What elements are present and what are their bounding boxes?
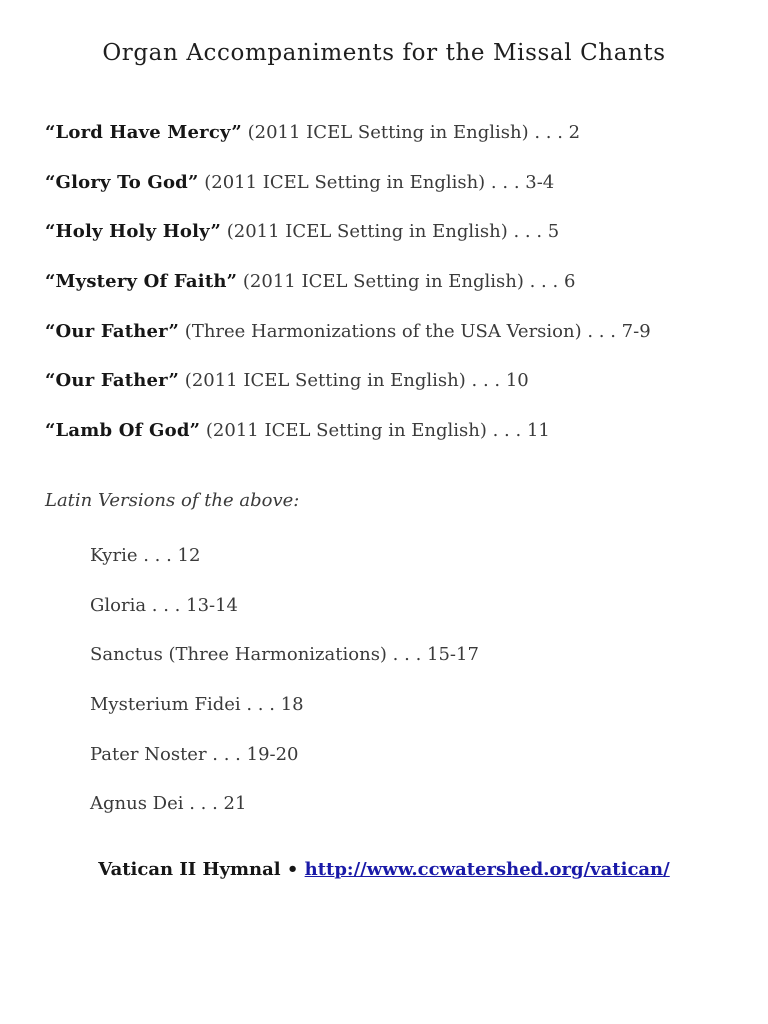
english-contents-list (45, 117, 651, 465)
entry-detail: (2011 ICEL Setting in English) . . . 2 (241, 122, 581, 143)
entry-title: “Our Father” (45, 320, 180, 342)
contents-entry (45, 117, 651, 167)
entry-detail: (2011 ICEL Setting in English) . . . 5 (221, 221, 560, 243)
entry-title: “Lamb Of God” (45, 420, 201, 442)
contents-entry (45, 266, 651, 316)
footer-hymnal-label: Vatican II Hymnal (98, 859, 281, 880)
contents-entry (45, 415, 651, 465)
contents-entry (45, 316, 651, 366)
latin-entry: Gloria . . . 13-14 (90, 594, 239, 616)
latin-versions-heading: Latin Versions of the above: (45, 490, 300, 511)
footer-bullet: • (280, 859, 305, 880)
latin-entry: Mysterium Fidei . . . 18 (90, 694, 304, 716)
latin-entry: Sanctus (Three Harmonizations) . . . 15-17 (90, 644, 479, 666)
entry-detail: (Three Harmonizations of the USA Version) . . . 7-9 (179, 320, 651, 342)
entry-title: “Mystery Of Faith” (45, 271, 238, 293)
contents-entry (45, 365, 651, 415)
contents-entry (45, 216, 651, 266)
footer (0, 859, 768, 880)
latin-contents-list (90, 538, 479, 836)
entry-detail: (2011 ICEL Setting in English) . . . 3-4 (198, 171, 555, 193)
entry-title: “Our Father” (45, 370, 180, 392)
latin-entry: Pater Noster . . . 19-20 (90, 743, 299, 765)
entry-title: “Lord Have Mercy” (45, 122, 242, 143)
page-title: Organ Accompaniments for the Missal Chants (102, 40, 666, 66)
contents-entry (45, 167, 651, 217)
footer-website-link[interactable]: http://www.ccwatershed.org/vatican/ (304, 859, 670, 880)
latin-entry: Kyrie . . . 12 (90, 545, 201, 566)
entry-title: “Glory To God” (45, 171, 199, 193)
latin-entry: Agnus Dei . . . 21 (90, 793, 247, 815)
entry-detail: (2011 ICEL Setting in English) . . . 11 (200, 420, 550, 442)
entry-title: “Holy Holy Holy” (45, 221, 222, 243)
entry-detail: (2011 ICEL Setting in English) . . . 10 (179, 370, 529, 392)
entry-detail: (2011 ICEL Setting in English) . . . 6 (237, 271, 576, 293)
